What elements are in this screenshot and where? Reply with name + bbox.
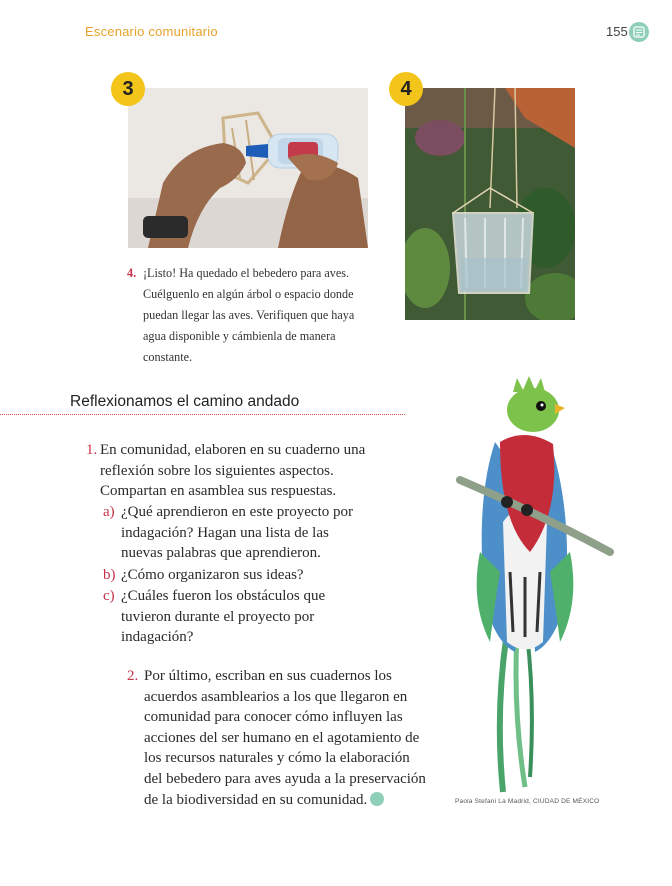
photo-step-3-hands-bottle bbox=[128, 88, 368, 248]
question-2 bbox=[127, 666, 427, 810]
sub-a-letter: a) bbox=[103, 504, 115, 520]
page-number: 155 bbox=[606, 24, 628, 39]
question-2-text: Por último, escriban en sus cuadernos los acuerdos asamblearios a los que llegaron en comunidad para conocer cómo influyen las acciones del ser humano en el agotamiento de los recursos naturales y cómo la elaboración del bebedero para aves ayuda a la preservación de la biodiversidad en su comunidad. bbox=[144, 668, 426, 808]
step-4-number: 4. bbox=[127, 266, 137, 280]
photo-step-4-hanging-feeder bbox=[405, 88, 575, 320]
step-4-text: ¡Listo! Ha quedado el bebedero para aves. Cuélguenlo en algún árbol o espacio donde puedan llegar las aves. Verifiquen que haya agua disponible y cámbienla de manera constante. bbox=[143, 266, 355, 364]
section-header-title: Escenario comunitario bbox=[85, 24, 218, 39]
question-1-number: 1. bbox=[86, 442, 98, 458]
sub-a-text: ¿Qué aprendieron en este proyecto por indagación? Hagan una lista de las nuevas palabras que aprendieron. bbox=[121, 504, 353, 562]
community-icon bbox=[629, 22, 649, 42]
sub-b-letter: b) bbox=[103, 567, 116, 583]
step-badge-3: 3 bbox=[111, 72, 145, 106]
step-4-instruction bbox=[127, 263, 377, 368]
question-1 bbox=[86, 440, 376, 502]
step-badge-4: 4 bbox=[389, 72, 423, 106]
question-2-text-wrap bbox=[127, 666, 427, 810]
section-title: Reflexionamos el camino andado bbox=[70, 393, 300, 410]
community-notebook-icon bbox=[370, 792, 384, 806]
question-1-sub-a bbox=[103, 502, 363, 564]
question-1-sub-c bbox=[103, 586, 363, 648]
sub-c-text: ¿Cuáles fueron los obstáculos que tuvieron durante el proyecto por indagación? bbox=[121, 588, 326, 646]
question-2-number: 2. bbox=[127, 668, 139, 684]
sub-b-text: ¿Cómo organizaron sus ideas? bbox=[121, 567, 304, 583]
illustration-credit: Paola Stefani La Madrid, CIUDAD DE MÉXICO bbox=[455, 798, 600, 805]
quetzal-illustration bbox=[455, 372, 615, 797]
section-divider bbox=[0, 414, 405, 415]
question-1-text: En comunidad, elaboren en su cuaderno una reflexión sobre los siguientes aspectos. Compartan en asamblea sus respuestas. bbox=[100, 442, 366, 500]
sub-c-letter: c) bbox=[103, 588, 115, 604]
question-1-sub-b bbox=[103, 565, 363, 586]
